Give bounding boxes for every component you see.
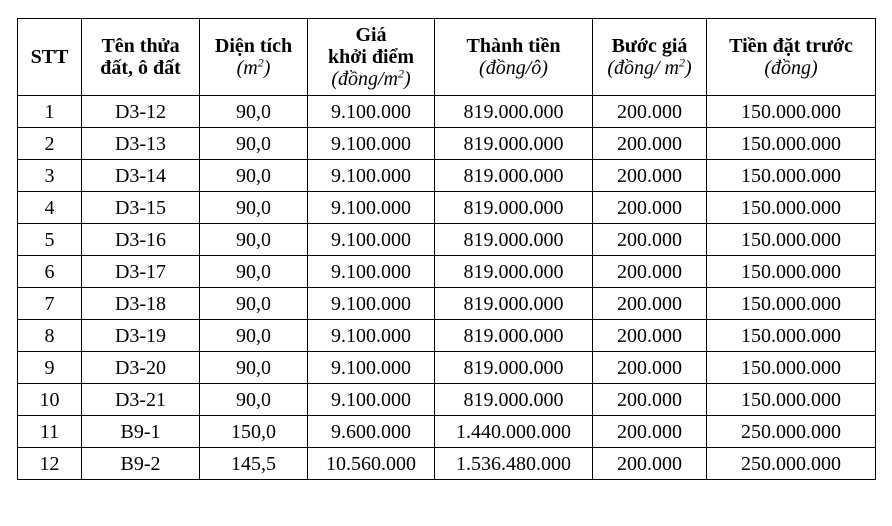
header-total-unit: (đồng/ô) xyxy=(479,57,548,79)
cell-name: D3-13 xyxy=(82,128,200,160)
cell-price: 9.100.000 xyxy=(308,128,435,160)
cell-area: 145,5 xyxy=(200,448,308,480)
auction-price-table xyxy=(17,18,876,480)
header-deposit-label: Tiền đặt trước xyxy=(729,35,853,57)
cell-area: 90,0 xyxy=(200,256,308,288)
cell-area: 90,0 xyxy=(200,352,308,384)
cell-total: 819.000.000 xyxy=(435,384,593,416)
cell-name: D3-15 xyxy=(82,192,200,224)
cell-total: 819.000.000 xyxy=(435,128,593,160)
cell-step: 200.000 xyxy=(593,352,707,384)
cell-stt: 7 xyxy=(18,288,82,320)
cell-deposit: 150.000.000 xyxy=(707,320,876,352)
cell-step: 200.000 xyxy=(593,416,707,448)
header-deposit-unit: (đồng) xyxy=(764,57,818,79)
cell-stt: 2 xyxy=(18,128,82,160)
cell-name: D3-21 xyxy=(82,384,200,416)
cell-stt: 11 xyxy=(18,416,82,448)
header-stt xyxy=(18,19,82,96)
cell-total: 819.000.000 xyxy=(435,192,593,224)
cell-total: 819.000.000 xyxy=(435,96,593,128)
cell-deposit: 150.000.000 xyxy=(707,352,876,384)
cell-name: D3-20 xyxy=(82,352,200,384)
cell-total: 1.536.480.000 xyxy=(435,448,593,480)
header-area xyxy=(200,19,308,96)
header-area-label: Diện tích xyxy=(214,35,293,57)
header-price-unit: $(đồng/m^2)$ xyxy=(331,66,411,90)
table-row xyxy=(18,224,876,256)
header-step xyxy=(593,19,707,96)
cell-deposit: 250.000.000 xyxy=(707,448,876,480)
table-row xyxy=(18,288,876,320)
cell-deposit: 150.000.000 xyxy=(707,256,876,288)
header-deposit xyxy=(707,19,876,96)
cell-deposit: 150.000.000 xyxy=(707,224,876,256)
cell-stt: 1 xyxy=(18,96,82,128)
cell-stt: 5 xyxy=(18,224,82,256)
cell-name: B9-1 xyxy=(82,416,200,448)
table-row xyxy=(18,160,876,192)
header-area-unit: $(m^2)$ xyxy=(236,55,271,79)
table-row xyxy=(18,352,876,384)
table-row xyxy=(18,320,876,352)
header-step-label: Bước giá xyxy=(611,35,688,57)
cell-price: 9.100.000 xyxy=(308,288,435,320)
cell-area: 90,0 xyxy=(200,96,308,128)
cell-name: D3-14 xyxy=(82,160,200,192)
cell-total: 819.000.000 xyxy=(435,160,593,192)
cell-price: 9.100.000 xyxy=(308,160,435,192)
cell-total: 819.000.000 xyxy=(435,352,593,384)
cell-stt: 4 xyxy=(18,192,82,224)
cell-total: 819.000.000 xyxy=(435,320,593,352)
table-row xyxy=(18,416,876,448)
table-row xyxy=(18,384,876,416)
cell-area: 90,0 xyxy=(200,384,308,416)
cell-step: 200.000 xyxy=(593,320,707,352)
cell-price: 9.100.000 xyxy=(308,192,435,224)
cell-area: 150,0 xyxy=(200,416,308,448)
cell-step: 200.000 xyxy=(593,384,707,416)
cell-area: 90,0 xyxy=(200,128,308,160)
cell-stt: 10 xyxy=(18,384,82,416)
header-total-label: Thành tiền xyxy=(466,35,561,57)
cell-area: 90,0 xyxy=(200,320,308,352)
cell-name: D3-12 xyxy=(82,96,200,128)
header-price-line2: khởi điểm xyxy=(327,46,415,68)
header-row xyxy=(18,19,876,96)
header-name xyxy=(82,19,200,96)
cell-total: 819.000.000 xyxy=(435,256,593,288)
cell-price: 9.100.000 xyxy=(308,384,435,416)
cell-stt: 3 xyxy=(18,160,82,192)
cell-total: 819.000.000 xyxy=(435,288,593,320)
cell-deposit: 150.000.000 xyxy=(707,160,876,192)
header-price-line1: Giá xyxy=(355,24,387,46)
cell-step: 200.000 xyxy=(593,288,707,320)
cell-deposit: 150.000.000 xyxy=(707,96,876,128)
cell-total: 1.440.000.000 xyxy=(435,416,593,448)
cell-step: 200.000 xyxy=(593,160,707,192)
cell-step: 200.000 xyxy=(593,128,707,160)
table-row xyxy=(18,128,876,160)
header-name-line2: đất, ô đất xyxy=(100,57,181,79)
table-row xyxy=(18,448,876,480)
cell-name: B9-2 xyxy=(82,448,200,480)
cell-name: D3-17 xyxy=(82,256,200,288)
cell-price: 9.100.000 xyxy=(308,320,435,352)
cell-deposit: 150.000.000 xyxy=(707,128,876,160)
table-row xyxy=(18,256,876,288)
cell-step: 200.000 xyxy=(593,448,707,480)
cell-stt: 8 xyxy=(18,320,82,352)
header-total xyxy=(435,19,593,96)
cell-area: 90,0 xyxy=(200,192,308,224)
cell-name: D3-18 xyxy=(82,288,200,320)
cell-area: 90,0 xyxy=(200,224,308,256)
table-row xyxy=(18,96,876,128)
cell-step: 200.000 xyxy=(593,96,707,128)
table-row xyxy=(18,192,876,224)
cell-area: 90,0 xyxy=(200,160,308,192)
cell-step: 200.000 xyxy=(593,256,707,288)
cell-total: 819.000.000 xyxy=(435,224,593,256)
cell-name: D3-19 xyxy=(82,320,200,352)
header-name-line1: Tên thửa xyxy=(101,35,180,57)
cell-price: 9.100.000 xyxy=(308,96,435,128)
header-step-unit: (đồng/ $m^2$) xyxy=(607,55,692,79)
cell-price: 9.100.000 xyxy=(308,256,435,288)
cell-deposit: 150.000.000 xyxy=(707,384,876,416)
cell-stt: 9 xyxy=(18,352,82,384)
cell-name: D3-16 xyxy=(82,224,200,256)
cell-price: 9.100.000 xyxy=(308,352,435,384)
cell-deposit: 250.000.000 xyxy=(707,416,876,448)
cell-price: 9.600.000 xyxy=(308,416,435,448)
cell-step: 200.000 xyxy=(593,224,707,256)
cell-deposit: 150.000.000 xyxy=(707,288,876,320)
cell-price: 10.560.000 xyxy=(308,448,435,480)
cell-area: 90,0 xyxy=(200,288,308,320)
cell-stt: 6 xyxy=(18,256,82,288)
cell-step: 200.000 xyxy=(593,192,707,224)
cell-stt: 12 xyxy=(18,448,82,480)
header-stt-label: STT xyxy=(30,46,69,68)
header-price xyxy=(308,19,435,96)
cell-price: 9.100.000 xyxy=(308,224,435,256)
cell-deposit: 150.000.000 xyxy=(707,192,876,224)
